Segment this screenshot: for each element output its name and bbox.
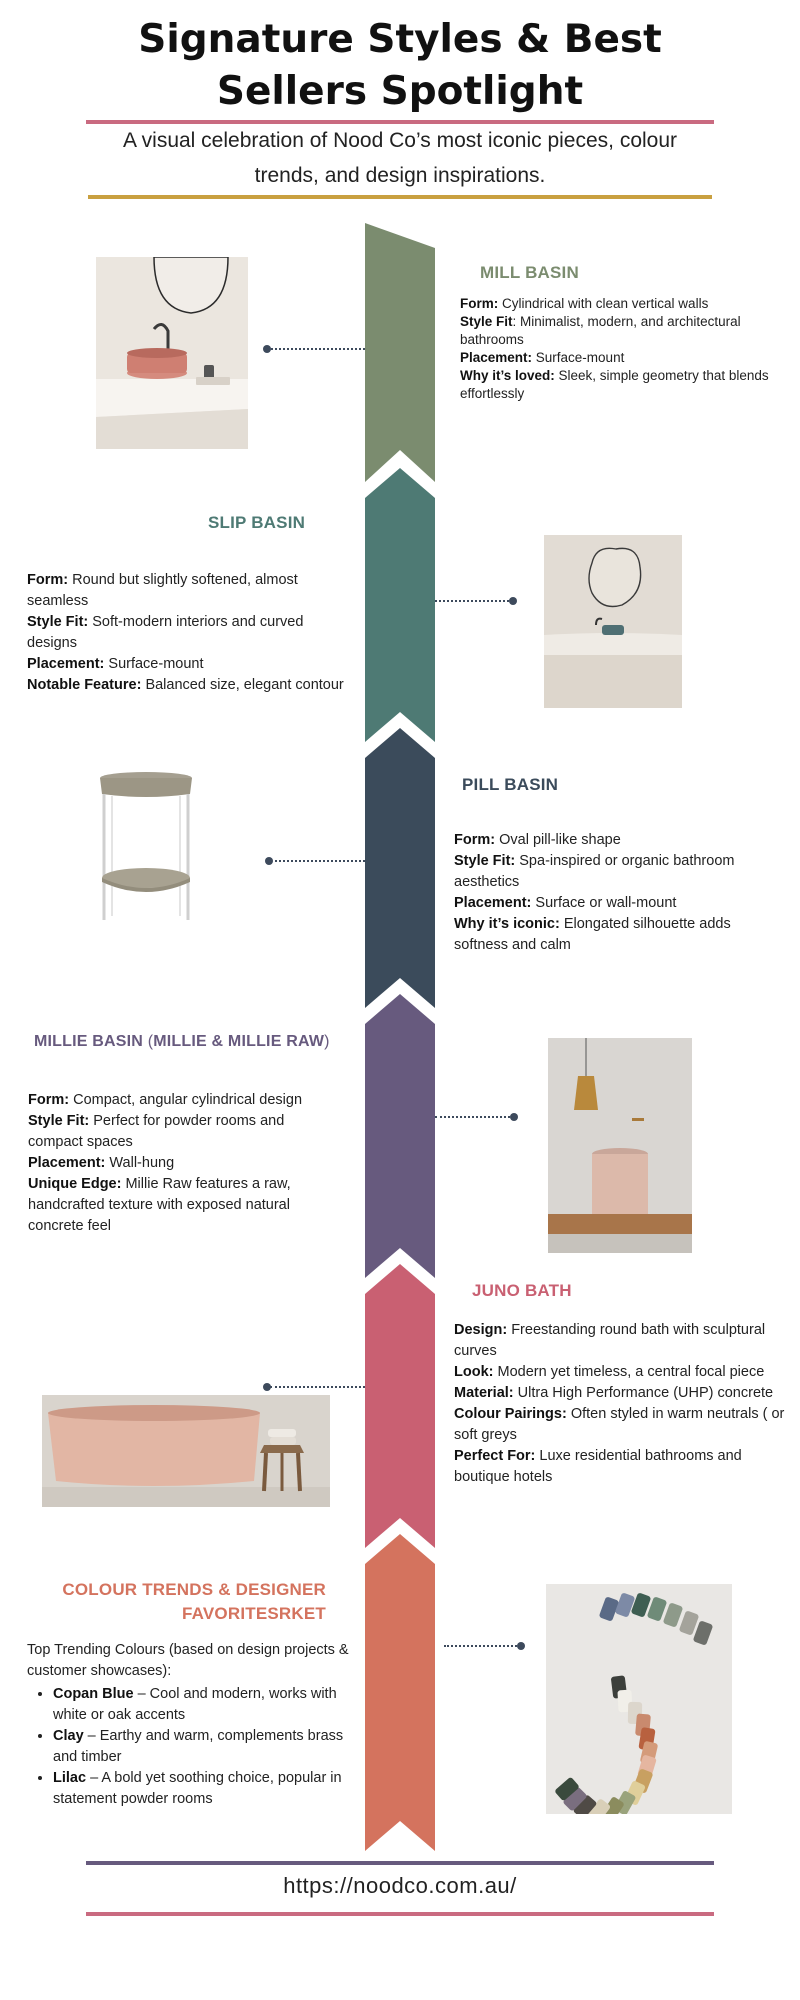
millie-title-paren-close: ) bbox=[324, 1033, 330, 1050]
mill-detail-row bbox=[460, 295, 780, 313]
slip-detail-row bbox=[27, 654, 347, 675]
pill-basin-details bbox=[454, 830, 784, 956]
millie-title-sub: MILLIE & MILLIE RAW bbox=[153, 1033, 325, 1050]
juno-detail-text: Modern yet timeless, a central focal piece bbox=[493, 1364, 765, 1380]
juno-detail-label: Perfect For: bbox=[454, 1448, 536, 1464]
millie-title-main: MILLIE BASIN bbox=[34, 1033, 148, 1050]
slip-detail-label: Form: bbox=[27, 572, 69, 588]
juno-connector-dot bbox=[263, 1383, 271, 1391]
footer-top-rule bbox=[86, 1861, 714, 1865]
slip-detail-text: Soft-modern interiors and curved designs bbox=[27, 614, 304, 651]
millie-basin-details bbox=[28, 1090, 343, 1237]
colour-swatches-photo bbox=[546, 1584, 732, 1814]
mill-detail-row bbox=[460, 349, 780, 367]
mill-detail-text: Sleek, simple geometry that blends effortlessly bbox=[460, 368, 769, 401]
colour-trends-intro: Top Trending Colours (based on design projects & customer showcases): bbox=[27, 1642, 349, 1679]
juno-detail-row bbox=[454, 1446, 794, 1488]
slip-detail-row bbox=[27, 675, 347, 696]
slip-detail-text: Round but slightly softened, almost seamless bbox=[27, 572, 298, 609]
mill-detail-label: Form: bbox=[460, 296, 499, 311]
slip-detail-row bbox=[27, 570, 347, 612]
list-item bbox=[53, 1684, 357, 1726]
pill-detail-label: Form: bbox=[454, 832, 496, 848]
colour-name: Clay bbox=[53, 1728, 84, 1744]
footer-bottom-rule bbox=[86, 1912, 714, 1916]
colour-trends-title: COLOUR TRENDS & DESIGNER FAVORITESRKET bbox=[62, 1580, 326, 1623]
juno-detail-text: Freestanding round bath with sculptural curves bbox=[454, 1322, 766, 1359]
chevron-colour bbox=[365, 1534, 435, 1851]
pill-detail-text: Elongated silhouette adds softness and calm bbox=[454, 916, 731, 953]
mill-basin-title: MILL BASIN bbox=[480, 263, 579, 282]
slip-connector-dot bbox=[509, 597, 517, 605]
juno-detail-text: Luxe residential bathrooms and boutique hotels bbox=[454, 1448, 742, 1485]
slip-detail-text: Surface-mount bbox=[104, 656, 204, 672]
mill-detail-label: Style Fit bbox=[460, 314, 513, 329]
mill-basin-photo bbox=[96, 257, 248, 449]
pill-detail-row bbox=[454, 914, 784, 956]
juno-detail-label: Look: bbox=[454, 1364, 494, 1380]
chevron-pill bbox=[365, 728, 435, 1008]
pill-detail-label: Why it’s iconic: bbox=[454, 916, 560, 932]
juno-detail-label: Design: bbox=[454, 1322, 508, 1338]
chevron-juno bbox=[365, 1264, 435, 1548]
colour-name: Copan Blue bbox=[53, 1686, 134, 1702]
juno-detail-row bbox=[454, 1383, 794, 1404]
millie-detail-text: Compact, angular cylindrical design bbox=[69, 1092, 303, 1108]
colour-description: – Cool and modern, works with white or oak accents bbox=[53, 1686, 337, 1723]
page-title: Signature Styles & Best Sellers Spotlight bbox=[138, 17, 662, 114]
millie-detail-row bbox=[28, 1153, 343, 1174]
slip-basin-photo bbox=[544, 535, 682, 708]
colour-connector bbox=[444, 1645, 520, 1647]
juno-detail-text: Ultra High Performance (UHP) concrete bbox=[513, 1385, 774, 1401]
colour-trends-details bbox=[27, 1640, 357, 1810]
pill-basin-photo bbox=[94, 770, 198, 920]
pill-detail-row bbox=[454, 830, 784, 851]
chevron-mill bbox=[365, 223, 435, 482]
pill-detail-row bbox=[454, 893, 784, 914]
mill-detail-label: Why it’s loved: bbox=[460, 368, 555, 383]
juno-detail-row bbox=[454, 1362, 794, 1383]
juno-detail-row bbox=[454, 1320, 794, 1362]
trending-colours-list bbox=[27, 1684, 357, 1810]
pill-detail-row bbox=[454, 851, 784, 893]
slip-basin-details bbox=[27, 570, 347, 696]
millie-detail-label: Form: bbox=[28, 1092, 70, 1108]
pill-connector bbox=[270, 860, 365, 862]
mill-detail-row bbox=[460, 313, 780, 349]
slip-detail-row bbox=[27, 612, 347, 654]
juno-bath-details bbox=[454, 1320, 794, 1488]
millie-detail-text: Perfect for powder rooms and compact spaces bbox=[28, 1113, 285, 1150]
chevron-slip bbox=[365, 468, 435, 742]
juno-connector bbox=[270, 1386, 365, 1388]
millie-detail-row bbox=[28, 1111, 343, 1153]
mill-detail-text: Surface-mount bbox=[532, 350, 625, 365]
website-link[interactable]: https://noodco.com.au/ bbox=[283, 1873, 517, 1898]
juno-bath-photo bbox=[42, 1395, 330, 1507]
juno-detail-label: Colour Pairings: bbox=[454, 1406, 567, 1422]
slip-detail-text: Balanced size, elegant contour bbox=[141, 677, 344, 693]
pill-detail-text: Spa-inspired or organic bathroom aesthetics bbox=[454, 853, 735, 890]
mill-detail-label: Placement: bbox=[460, 350, 533, 365]
millie-detail-text: Millie Raw features a raw, handcrafted texture with exposed natural concrete feel bbox=[28, 1176, 291, 1234]
list-item bbox=[53, 1726, 357, 1768]
chevron-millie bbox=[365, 994, 435, 1278]
pill-detail-label: Style Fit: bbox=[454, 853, 516, 869]
millie-detail-row bbox=[28, 1090, 343, 1111]
colour-description: – Earthy and warm, complements brass and timber bbox=[53, 1728, 344, 1765]
page-subtitle: A visual celebration of Nood Co’s most iconic pieces, colour trends, and design inspirations. bbox=[122, 129, 678, 187]
pill-detail-text: Oval pill-like shape bbox=[495, 832, 621, 848]
slip-detail-label: Notable Feature: bbox=[27, 677, 142, 693]
juno-detail-text: Often styled in warm neutrals ( or soft greys bbox=[454, 1406, 785, 1443]
list-item bbox=[53, 1768, 357, 1810]
mill-detail-text: Cylindrical with clean vertical walls bbox=[498, 296, 709, 311]
millie-basin-title bbox=[34, 1033, 330, 1051]
millie-detail-text: Wall-hung bbox=[105, 1155, 175, 1171]
pill-detail-label: Placement: bbox=[454, 895, 532, 911]
mill-connector-dot bbox=[263, 345, 271, 353]
juno-detail-label: Material: bbox=[454, 1385, 514, 1401]
slip-basin-title: SLIP BASIN bbox=[208, 513, 306, 532]
pill-connector-dot bbox=[265, 857, 273, 865]
millie-detail-label: Style Fit: bbox=[28, 1113, 90, 1129]
slip-detail-label: Style Fit: bbox=[27, 614, 89, 630]
juno-detail-row bbox=[454, 1404, 794, 1446]
mill-basin-details bbox=[460, 295, 780, 403]
colour-connector-dot bbox=[517, 1642, 525, 1650]
slip-detail-label: Placement: bbox=[27, 656, 105, 672]
pill-basin-title: PILL BASIN bbox=[462, 775, 559, 794]
millie-detail-row bbox=[28, 1174, 343, 1237]
millie-detail-label: Placement: bbox=[28, 1155, 106, 1171]
mill-detail-row bbox=[460, 367, 780, 403]
juno-bath-title: JUNO BATH bbox=[472, 1281, 572, 1300]
mill-detail-text: : Minimalist, modern, and architectural bathrooms bbox=[460, 314, 741, 347]
millie-basin-photo bbox=[548, 1038, 692, 1253]
mill-connector bbox=[268, 348, 365, 350]
millie-connector-dot bbox=[510, 1113, 518, 1121]
millie-connector bbox=[435, 1116, 514, 1118]
millie-detail-label: Unique Edge: bbox=[28, 1176, 122, 1192]
slip-connector bbox=[435, 600, 513, 602]
pill-detail-text: Surface or wall-mount bbox=[531, 895, 677, 911]
millie-title-paren-open: ( bbox=[147, 1033, 154, 1050]
colour-name: Lilac bbox=[53, 1770, 87, 1786]
colour-description: – A bold yet soothing choice, popular in statement powder rooms bbox=[53, 1770, 342, 1807]
